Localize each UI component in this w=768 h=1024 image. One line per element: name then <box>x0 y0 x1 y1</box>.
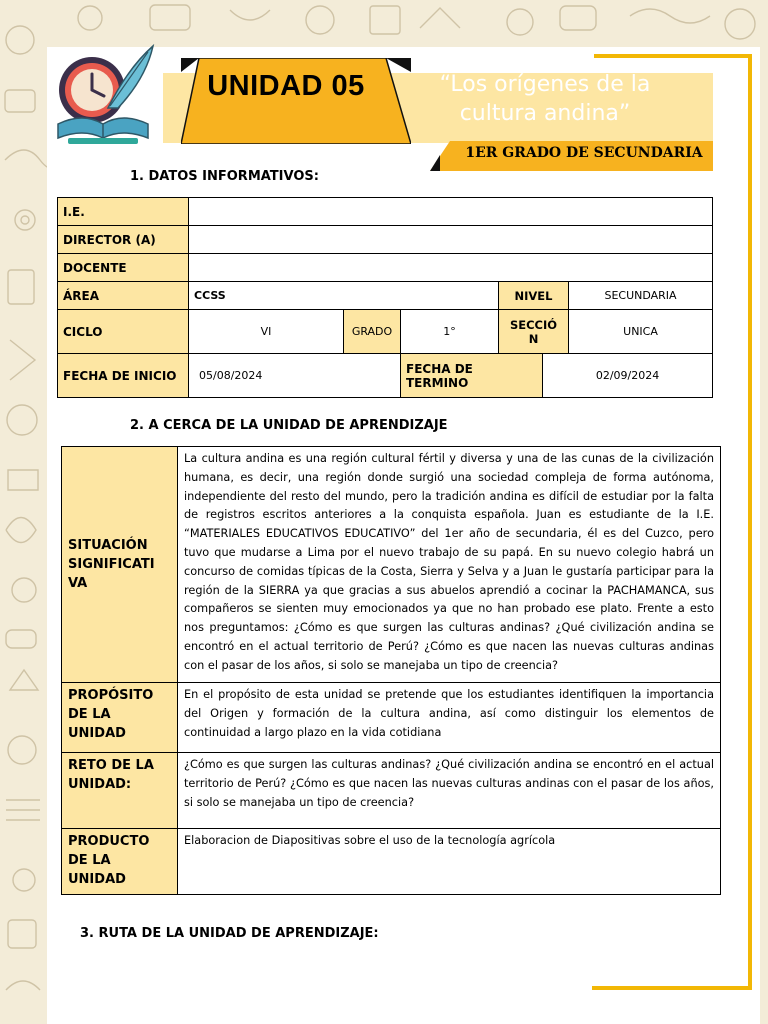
informative-data-table <box>57 197 713 398</box>
docente-label: DOCENTE <box>58 254 189 282</box>
docente-value <box>189 254 713 282</box>
section-2-title: 2. A CERCA DE LA UNIDAD DE APRENDIZAJE <box>130 418 448 433</box>
area-label: ÁREA <box>58 282 189 310</box>
learning-unit-table <box>61 446 721 895</box>
producto-text: Elaboracion de Diapositivas sobre el uso de la tecnología agrícola <box>178 829 721 895</box>
nivel-value: SECUNDARIA <box>569 282 713 310</box>
grado-value: 1° <box>401 310 499 354</box>
nivel-label: NIVEL <box>499 282 569 310</box>
ie-label: I.E. <box>58 198 189 226</box>
border-top-accent <box>594 54 752 58</box>
director-label: DIRECTOR (A) <box>58 226 189 254</box>
fecha-termino-value: 02/09/2024 <box>543 354 713 398</box>
reto-label: RETO DE LA UNIDAD: <box>62 753 178 829</box>
ciclo-value: VI <box>189 310 344 354</box>
section-1-title: 1. DATOS INFORMATIVOS: <box>130 169 319 184</box>
situacion-label: SITUACIÓN SIGNIFICATI VA <box>62 447 178 683</box>
seccion-label: SECCIÓ N <box>499 310 569 354</box>
fecha-inicio-label: FECHA DE INICIO <box>58 354 189 398</box>
reto-text: ¿Cómo es que surgen las culturas andinas? ¿Qué civilización andina se encontró en el actual territorio de Perú? ¿Cómo es que nacen las nuevas culturas andinas con el pasar de los años, si solo se manejaba un tipo de creencia? <box>178 753 721 829</box>
director-value <box>189 226 713 254</box>
ciclo-label: CICLO <box>58 310 189 354</box>
proposito-text: En el propósito de esta unidad se pretende que los estudiantes identifiquen la importancia del Origen y formación de la cultura andina, así como distinguir los elementos de continuidad a largo plazo en la vida cotidiana <box>178 683 721 753</box>
ie-value <box>189 198 713 226</box>
grade-label: 1ER GRADO DE SECUNDARIA <box>465 145 703 161</box>
border-bottom-accent <box>592 986 752 990</box>
history-logo-icon <box>48 38 158 148</box>
unit-number: UNIDAD 05 <box>207 70 365 102</box>
fecha-inicio-value: 05/08/2024 <box>189 354 401 398</box>
situacion-text: La cultura andina es una región cultural fértil y diversa y una de las cunas de la civilización humana, es decir, una región donde surgió una sociedad compleja de forma autónoma, independiente del resto del mundo, pero la tradición andina es difícil de estudiar por la falta de registros escritos anteriores a la conquista española. Juan es estudiante de la I.E. “MATERIALES EDUCATIVOS EDUCATIVO” del 1er año de secundaria, él es del Cuzco, pero tuvo que mudarse a Lima por el nuevo trabajo de su papá. En su nuevo colegio habrá un concurso de comidas típicas de la Costa, Sierra y Selva y a Juan le gustaría participar para la región de la SIERRA ya que gracias a sus abuelos aprendió a cocinar la PACHAMANCA, sus compañeros se sienten muy emocionados ya que no han probado ese plato. Frente a esto nos preguntamos: ¿Cómo es que surgen las culturas andinas? ¿Qué civilización andina se encontró en el actual territorio de Perú? ¿Cómo es que nacen las nuevas culturas andinas con el pasar de los años, si solo se manejaba un tipo de creencia? <box>178 447 721 683</box>
section-3-title: 3. RUTA DE LA UNIDAD DE APRENDIZAJE: <box>80 926 379 941</box>
seccion-value: UNICA <box>569 310 713 354</box>
border-right-accent <box>748 54 752 990</box>
proposito-label: PROPÓSITO DE LA UNIDAD <box>62 683 178 753</box>
fecha-termino-label: FECHA DE TERMINO <box>401 354 543 398</box>
unit-title: “Los orígenes de la cultura andina” <box>439 72 651 126</box>
area-value: CCSS <box>189 282 499 310</box>
grado-label: GRADO <box>344 310 401 354</box>
producto-label: PRODUCTO DE LA UNIDAD <box>62 829 178 895</box>
